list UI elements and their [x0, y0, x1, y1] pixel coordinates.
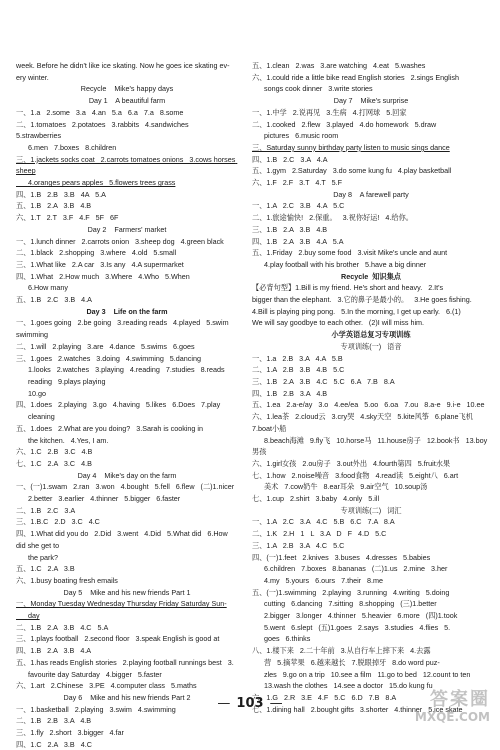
answer-line: goes 6.thinks: [252, 634, 311, 644]
answer-line: 五、1.B 2.C 3.B 4.A: [16, 295, 92, 305]
answer-line: 二、1.旅途愉快! 2.保重。 3.祝你好运! 4.给你。: [252, 213, 413, 223]
answer-line: 四、1.B 2.A 3.B 4.A: [16, 646, 92, 656]
answer-line: bigger than the elephant. 3.它的鼻子是最小的。 3.He goes fishing.: [252, 295, 472, 305]
answer-line: 8.beach海滩 9.fly飞 10.horse马 11.house房子 12.book书 13.boy男孩: [252, 435, 488, 457]
answer-line: 三、1.What like 2.A car 3.Is any 4.A supermarket: [16, 259, 184, 269]
answer-line: 五、1.has reads English stories 2.playing football runnings best 3.: [16, 657, 234, 667]
answer-line: zles 9.go on a trip 10.see a film 11.go to bed 12.count to ten: [252, 669, 471, 679]
answer-line: 六、1.girl女孩 2.ou房子 3.out外出 4.fourth第四 5.fruit水果: [252, 458, 451, 468]
answer-line: 一、1.中学 2.说再见 3.生病 4.打网球 5.回家: [252, 107, 407, 117]
answer-line: week. Before he didn't like ice skating. Now he goes ice skating ev-: [16, 61, 230, 70]
section-heading: Day 5 Mike and his new friends Part 1: [63, 587, 191, 597]
answer-line: 四、1.B 2.B 3.B 4A 5.A: [16, 189, 106, 199]
answer-line: 六、1.art 2.Chinese 3.PE 4.computer class 5.maths: [16, 681, 197, 691]
answer-line: 三、1.A 2.B 3.A 4.C 5.C: [252, 540, 345, 550]
answer-line: 1.looks 2.watches 3.playing 4.reading 7.studies 8.reads: [16, 365, 225, 375]
answer-line: 四、1.B 2.C 3.A 4.A: [252, 154, 328, 164]
answer-line: 三、1.fly 2.short 3.bigger 4.far: [16, 728, 124, 738]
answer-line: the park?: [16, 552, 58, 562]
answer-line: 二、1.B 2.C 3.A: [16, 505, 76, 515]
answer-line: 五、1.Friday 2.buy some food 3.visit Mike's uncle and aunt: [252, 248, 448, 258]
answer-line: 四、1.C 2.A 3.B 4.C: [16, 739, 92, 749]
answer-line: 一、1.A 2.C 3.B 4.A 5.C: [252, 201, 345, 211]
answer-line: 五、1.gym 2.Saturday 3.do some kung fu 4.play basketball: [252, 166, 452, 176]
answer-line: 13.wash the clothes 14.see a doctor 15.do kung fu: [252, 681, 433, 691]
answer-line: 六、1.G 2.R 3.E 4.F 5.C 6.D 7.B 8.A: [252, 692, 397, 702]
answer-line: 二、1.will 2.playing 3.are 4.dance 5.swims 6.goes: [16, 341, 195, 351]
answer-line: 四、(一)1.feet 2.knives 3.buses 4.dresses 5.babies: [252, 552, 431, 562]
answer-line: 四、1.does 2.playing 3.go 4.having 5.likes 6.Does 7.play: [16, 400, 221, 410]
answer-line: 七、1.dining hall 2.bought gifts 3.shorter 4.thinner 5.ice skate: [252, 704, 463, 714]
answer-line: 三、1.plays football 2.second floor 3.speak English is good at: [16, 634, 220, 644]
answer-line: 二、1.A 2.B 3.B 4.B 5.C: [252, 365, 345, 375]
answer-line: 4.play football with his brother 5.have a big dinner: [252, 259, 427, 269]
answer-line: 六、1.could ride a little bike read English stories 2.sings English: [252, 72, 459, 82]
answer-line: 三、Saturday sunny birthday party listen to music sings dance: [252, 142, 450, 152]
answer-line: 一、(一)1.swam 2.ran 3.won 4.bought 5.fell 6.flew (二)1.nicer: [16, 482, 235, 492]
answer-line: songs cook dinner 3.write stories: [252, 84, 373, 94]
section-heading: Day 7 Mike's surprise: [333, 96, 409, 106]
section-heading: Day 2 Farmers' market: [87, 224, 167, 234]
answer-line: 6.men 7.boxes 8.children: [16, 142, 117, 152]
watermark-logo: [404, 690, 490, 728]
section-heading: 专项训练(一) 语音: [340, 341, 402, 351]
section-heading: 专项训练(二) 词汇: [340, 505, 402, 515]
answer-line: 七、1.C 2.A 3.C 4.B: [16, 458, 92, 468]
answer-column-right: [252, 60, 490, 715]
section-heading: Recycle 知识集点: [341, 271, 401, 281]
answer-line: 三、1.B 2.A 3.B 4.C 5.C 6.A 7.B 8.A: [252, 376, 395, 386]
answer-line: ery winter.: [16, 72, 49, 82]
answer-line: 五、1.clean 2.was 3.are watching 4.eat 5.washes: [252, 61, 426, 70]
answer-line: 一、1.A 2.C 3.A 4.C 5.B 6.C 7.A 8.A: [252, 517, 395, 527]
answer-line: 10.go: [16, 388, 46, 398]
answer-line: 七、1.cup 2.shirt 3.baby 4.only 5.ill: [252, 494, 380, 504]
answer-line: cleaning: [16, 412, 55, 422]
section-heading: Day 8 A farewell party: [333, 189, 409, 199]
answer-line: 一、1.a 2.B 3.A 4.A 5.B: [252, 353, 343, 363]
answer-line: 三、1.goes 2.watches 3.doing 4.swimming 5.dancing: [16, 353, 201, 363]
answer-line: 五、1.C 2.A 3.B: [16, 564, 75, 574]
answer-line: cutting 6.dancing 7.sitting 8.shopping (三)1.better: [252, 599, 437, 609]
answer-line: 二、1.tomatoes 2.potatoes 3.rabbits 4.sandwiches 5.strawberries: [16, 119, 195, 141]
answer-line: 六、1.C 2.B 3.C 4.B: [16, 447, 93, 457]
answer-line: 4.Bill is playing ping pong. 5.In the morning, I get up early. 6.(1): [252, 306, 461, 316]
answer-column-left: [16, 60, 238, 750]
answer-line: 二、1.black 2.shopping 3.where 4.old 5.small: [16, 248, 177, 258]
section-heading: Day 4 Mike's day on the farm: [77, 470, 177, 480]
answer-line: 二、1.B 2.B 3.A 4.B: [16, 716, 92, 726]
section-heading: Day 3 Life on the farm: [86, 306, 168, 316]
section-heading: Recycle Mike's happy days: [80, 84, 174, 94]
answer-line: 二、1.cooked 2.flew 3.played 4.do homework 5.draw: [252, 119, 437, 129]
answer-line: 二、1.K 2.H 1 L 3.A D F 4.D 5.C: [252, 529, 387, 539]
answer-line: 四、1.What did you do 2.Did 3.went 4.Did 5.What did 6.How did she get to: [16, 529, 230, 550]
section-heading: 小学英语总复习专项训练: [331, 330, 411, 340]
answer-line: 六、1.T 2.T 3.F 4.F 5F 6F: [16, 213, 119, 223]
answer-line: 一、1.lunch dinner 2.carrots onion 3.sheep dog 4.green black: [16, 236, 224, 246]
answer-line: pictures 6.music room: [252, 131, 339, 141]
answer-line: 二、1.B 2.A 3.B 4.C 5.A: [16, 622, 109, 632]
answer-line: 四、1.What 2.How much 3.Where 4.Who 5.When: [16, 271, 190, 281]
section-heading: Day 6 Mike and his new friends Part 2: [63, 692, 191, 702]
answer-line: 4.oranges pears apples 5.flowers trees grass: [16, 178, 176, 188]
answer-line: 六、1.busy boating fresh emails: [16, 575, 118, 585]
section-heading: Day 1 A beautiful farm: [88, 96, 166, 106]
answer-line: 一、1.a 2.some 3.a 4.an 5.a 6.a 7.a 8.some: [16, 107, 184, 117]
answer-line: 三、1.jackets socks coat 2.carrots tomatoes onions 3.cows horses sheep: [16, 154, 238, 176]
answer-line: 5.went 6.slept (五)1.goes 2.says 3.studies 4.flies 5.: [252, 622, 451, 632]
answer-line: 八、1.楼下来 2.二十年前 3.从自行车上摔下来 4.去露: [252, 646, 431, 656]
answer-line: 四、1.B 2.B 3.A 4.B: [252, 388, 328, 398]
answer-line: 6.How many: [16, 283, 68, 293]
answer-line: 六、1.lea茶 2.cloud云 3.cry哭 4.sky天空 5.kite风筝 6.plane飞机 7.boat小船: [252, 412, 479, 433]
answer-line: 2.bigger 3.longer 4.thinner 5.heavier 6.more (四)1.took: [252, 611, 458, 621]
answer-line: 五、1.B 2.A 3.B 4.B: [16, 201, 92, 211]
answer-line: 一、1.goes going 2.be going 3.reading reads 4.played 5.swim swimming: [16, 318, 231, 340]
answer-line: the kitchen. 4.Yes, I am.: [16, 435, 109, 445]
page-number: — 103 —: [0, 696, 500, 711]
answer-line: 一、1.basketball 2.playing 3.swim 4.swimming: [16, 704, 176, 714]
answer-line: reading 9.plays playing: [16, 376, 106, 386]
answer-line: 三、1.B.C 2.D 3.C 4.C: [16, 517, 100, 527]
answer-line: 营 5.摘苹果 6.越来越长 7.脱眼掉牙 8.do word puz-: [252, 657, 440, 667]
answer-line: favourite day Saturday 4.bigger 5.faster: [16, 669, 162, 679]
answer-line: 四、1.B 2.A 3.B 4.A 5.A: [252, 236, 344, 246]
answer-line: 七、1.how 2.noise噪音 3.food食物 4.read读 5.eight八 6.art: [252, 470, 459, 480]
answer-line: 六、1.F 2.F 3.T 4.T 5.F: [252, 178, 343, 188]
watermark-text: 答案圈: [430, 689, 490, 710]
answer-line: 4.my 5.yours 6.ours 7.their 8.me: [252, 575, 384, 585]
answer-line: 三、1.B 2.A 3.B 4.B: [252, 224, 328, 234]
answer-line: 6.children 7.boxes 8.bananas (二)1.us 2.mine 3.her: [252, 564, 448, 574]
watermark-url: MXQE.COM: [414, 710, 490, 724]
answer-line: 【必背句型】1.Bill is my friend. He's short and heavy. 2.It's: [252, 283, 444, 293]
answer-line: day: [16, 611, 40, 621]
answer-line: 五、1.does 2.What are you doing? 3.Sarah is cooking in: [16, 423, 203, 433]
answer-line: 五、(一)1.swimming 2.playing 3.running 4.writing 5.doing: [252, 587, 450, 597]
answer-line: 五、1.ea 2.a-e/ay 3.o 4.ee/ea 5.oo 6.oa 7.ou 8.a-e 9.i-e 10.ee: [252, 400, 485, 410]
answer-line: 一、Monday Tuesday Wednesday Thursday Friday Saturday Sun-: [16, 599, 227, 609]
answer-line: 2.better 3.earlier 4.thinner 5.bigger 6.faster: [16, 494, 181, 504]
answer-line: 美术 7.cow奶牛 8.ear耳朵 9.air空气 10.soup汤: [252, 482, 428, 492]
answer-line: We will say goodbye to each other. (2)I will miss him.: [252, 318, 425, 328]
